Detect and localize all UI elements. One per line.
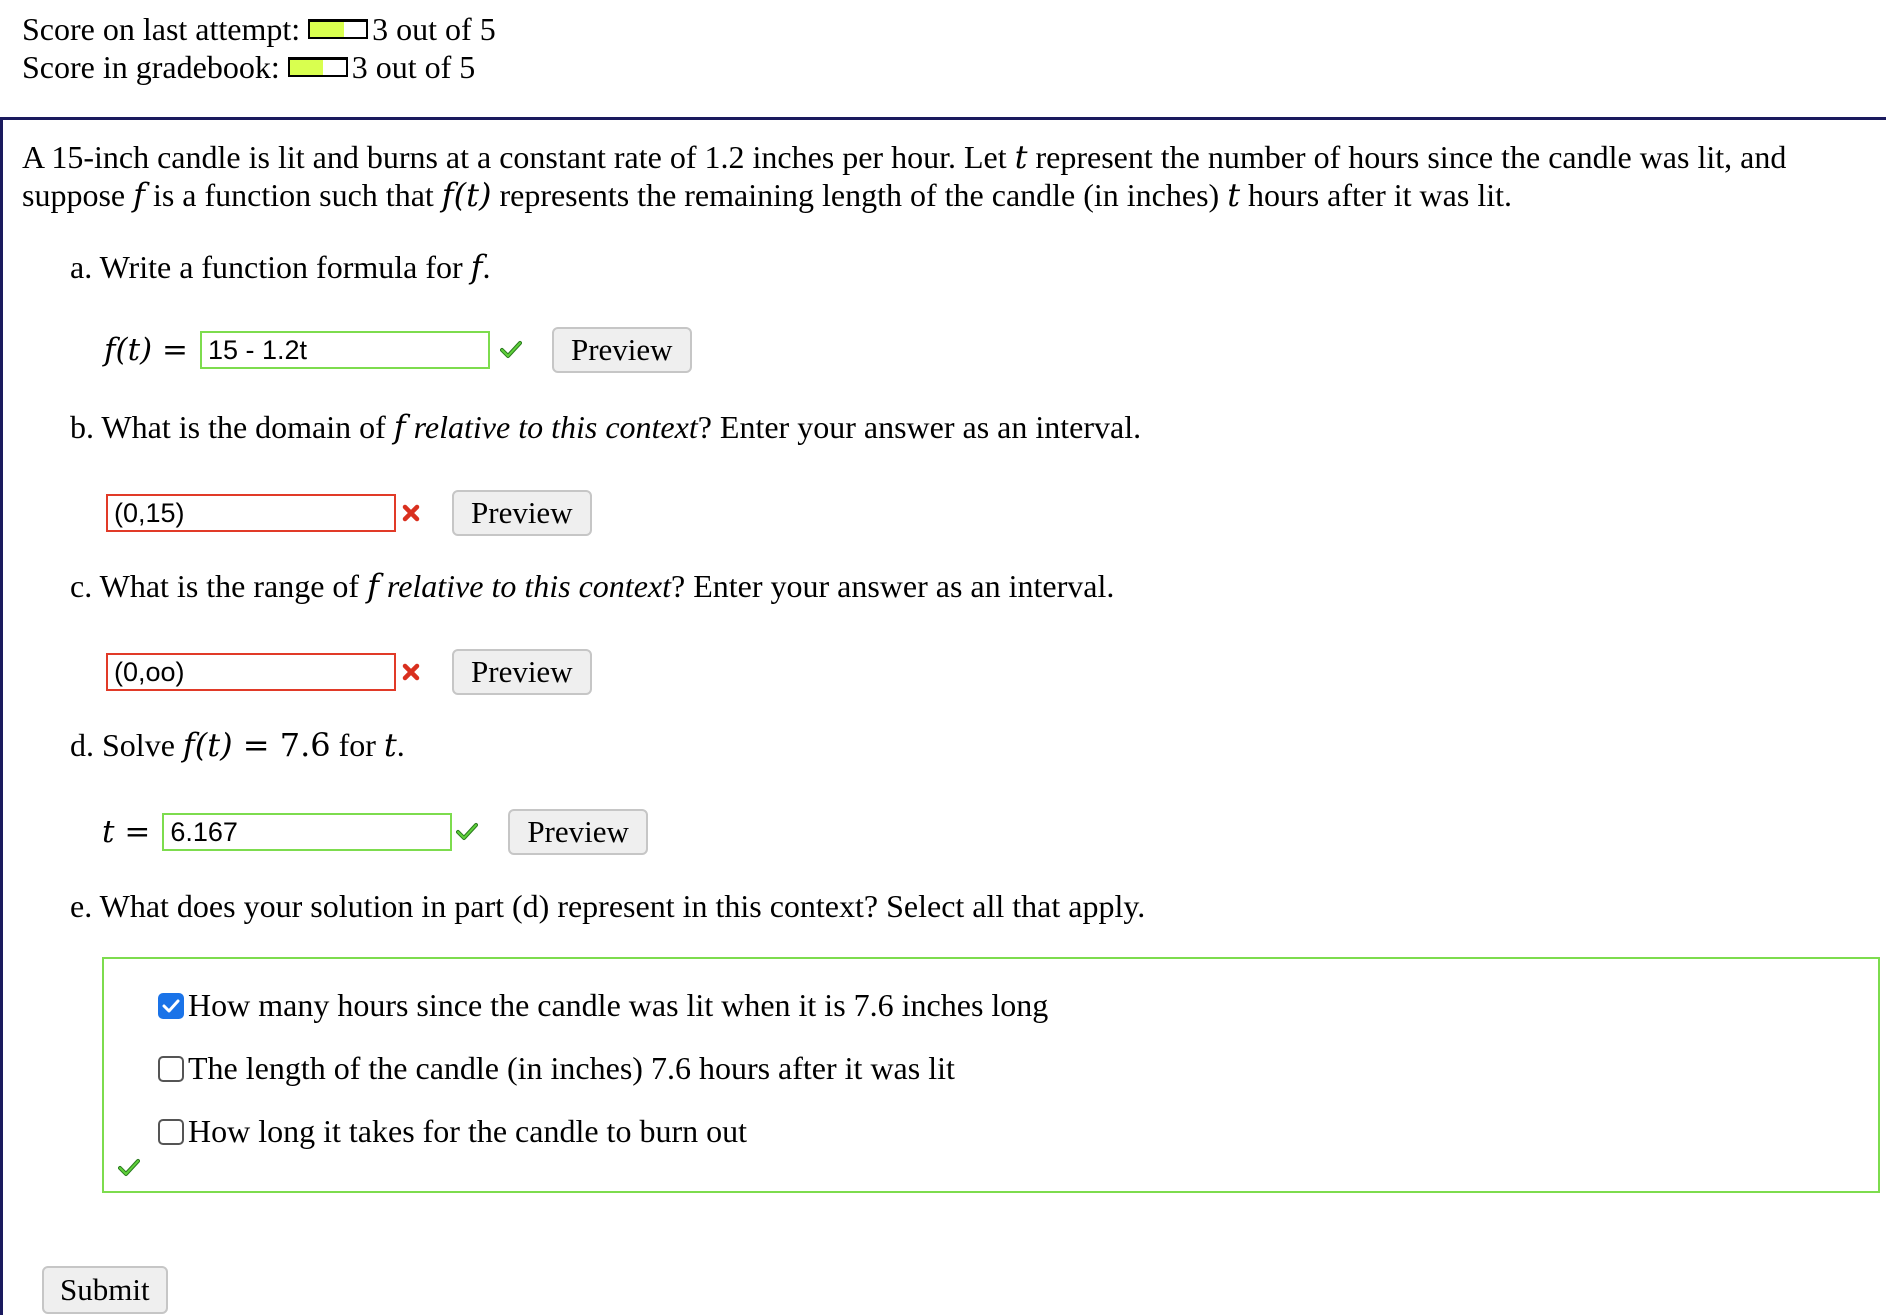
x-mark-icon	[400, 502, 422, 524]
stem-var-f: f	[133, 176, 145, 214]
score-last-attempt-fill	[310, 22, 344, 37]
choice-checkbox[interactable]	[158, 993, 184, 1019]
part-c-prompt-text: c. What is the range of	[70, 568, 368, 604]
part-e-prompt: e. What does your solution in part (d) represent in this context? Select all that apply.	[70, 888, 1146, 924]
score-last-attempt-bar	[308, 19, 368, 39]
stem-text: A 15-inch candle is lit and burns at a constant rate of 1.2 inches per hour. Let	[22, 139, 1015, 175]
part-d-prompt-text: d. Solve	[70, 727, 183, 763]
checkmark-icon	[500, 339, 522, 361]
score-gradebook	[22, 48, 496, 86]
part-d-answer-row	[102, 809, 648, 855]
part-a-preview-button[interactable]: Preview	[552, 327, 692, 373]
score-gradebook-bar	[288, 57, 348, 77]
part-b-prompt-var: f	[393, 408, 406, 446]
part-b-preview-button[interactable]: Preview	[452, 490, 592, 536]
part-d-prompt-math: f(t)	[182, 726, 233, 764]
part-c-preview-button[interactable]: Preview	[452, 649, 592, 695]
part-a-answer-row	[104, 327, 692, 373]
part-c-prompt-end: ? Enter your answer as an interval.	[670, 568, 1115, 604]
part-a-equals: =	[161, 332, 188, 368]
part-b-answer-row	[106, 490, 592, 536]
part-d-input[interactable]	[162, 813, 452, 851]
part-b-prompt-end: ? Enter your answer as an interval.	[697, 409, 1142, 445]
stem-var-t: t	[1227, 176, 1241, 214]
choice-item[interactable]	[158, 1113, 747, 1150]
part-b-input[interactable]	[106, 494, 396, 532]
part-d-equals: =	[124, 814, 151, 850]
choice-label: How many hours since the candle was lit when it is 7.6 inches long	[188, 987, 1049, 1023]
part-d-preview-button[interactable]: Preview	[508, 809, 648, 855]
part-d-prompt-mid: for	[330, 727, 384, 763]
choice-label: The length of the candle (in inches) 7.6 hours after it was lit	[188, 1050, 955, 1086]
part-b-prompt-text: b. What is the domain of	[70, 409, 394, 445]
choice-item[interactable]	[158, 987, 1048, 1024]
part-d-prompt-end: .	[396, 727, 405, 763]
score-gradebook-value: 3 out of 5	[351, 49, 476, 85]
choice-checkbox[interactable]	[158, 1056, 184, 1082]
part-c-answer-row	[106, 649, 592, 695]
part-d-label: t	[102, 814, 115, 850]
part-d-prompt-var: t	[383, 726, 397, 764]
stem-var-t: t	[1014, 138, 1028, 176]
part-a-prompt	[70, 248, 490, 286]
part-c-input[interactable]	[106, 653, 396, 691]
part-d-prompt	[70, 726, 405, 764]
part-a-prompt-var: f	[470, 248, 483, 286]
part-b-prompt	[70, 408, 1141, 446]
stem-text: is a function such that	[144, 177, 442, 213]
stem-f-of-t: f(t)	[441, 176, 492, 214]
part-c-prompt-italic: relative to this context	[378, 568, 671, 604]
choice-label: How long it takes for the candle to burn out	[188, 1113, 747, 1149]
choice-item[interactable]	[158, 1050, 955, 1087]
question-stem	[22, 138, 1862, 214]
score-gradebook-fill	[290, 60, 324, 75]
stem-text: represents the remaining length of the candle (in inches)	[491, 177, 1228, 213]
part-d-prompt-eq: = 7.6	[232, 726, 331, 764]
part-a-math-label	[104, 332, 188, 368]
score-gradebook-label: Score in gradebook:	[22, 49, 280, 85]
stem-text: hours after it was lit.	[1240, 177, 1512, 213]
part-a-label: f(t)	[104, 332, 153, 368]
part-a-prompt-end: .	[482, 249, 491, 285]
score-last-attempt-value: 3 out of 5	[372, 11, 496, 47]
checkmark-icon	[456, 821, 478, 843]
part-c-prompt	[70, 567, 1114, 605]
part-a-prompt-text: a. Write a function formula for	[70, 249, 471, 285]
checkmark-icon	[118, 1157, 140, 1179]
stem-text: represent the number of hours since the candle was lit, and suppose	[22, 139, 1787, 213]
choice-checkbox[interactable]	[158, 1119, 184, 1145]
part-d-math-label	[102, 814, 150, 850]
part-e-choices	[102, 957, 1880, 1193]
score-last-attempt	[22, 10, 496, 48]
x-mark-icon	[400, 661, 422, 683]
part-c-prompt-var: f	[367, 567, 379, 605]
part-b-prompt-italic: relative to this context	[405, 409, 698, 445]
submit-button[interactable]: Submit	[42, 1266, 168, 1314]
part-a-input[interactable]	[200, 331, 490, 369]
score-last-attempt-label: Score on last attempt:	[22, 11, 301, 47]
score-summary	[22, 10, 496, 86]
